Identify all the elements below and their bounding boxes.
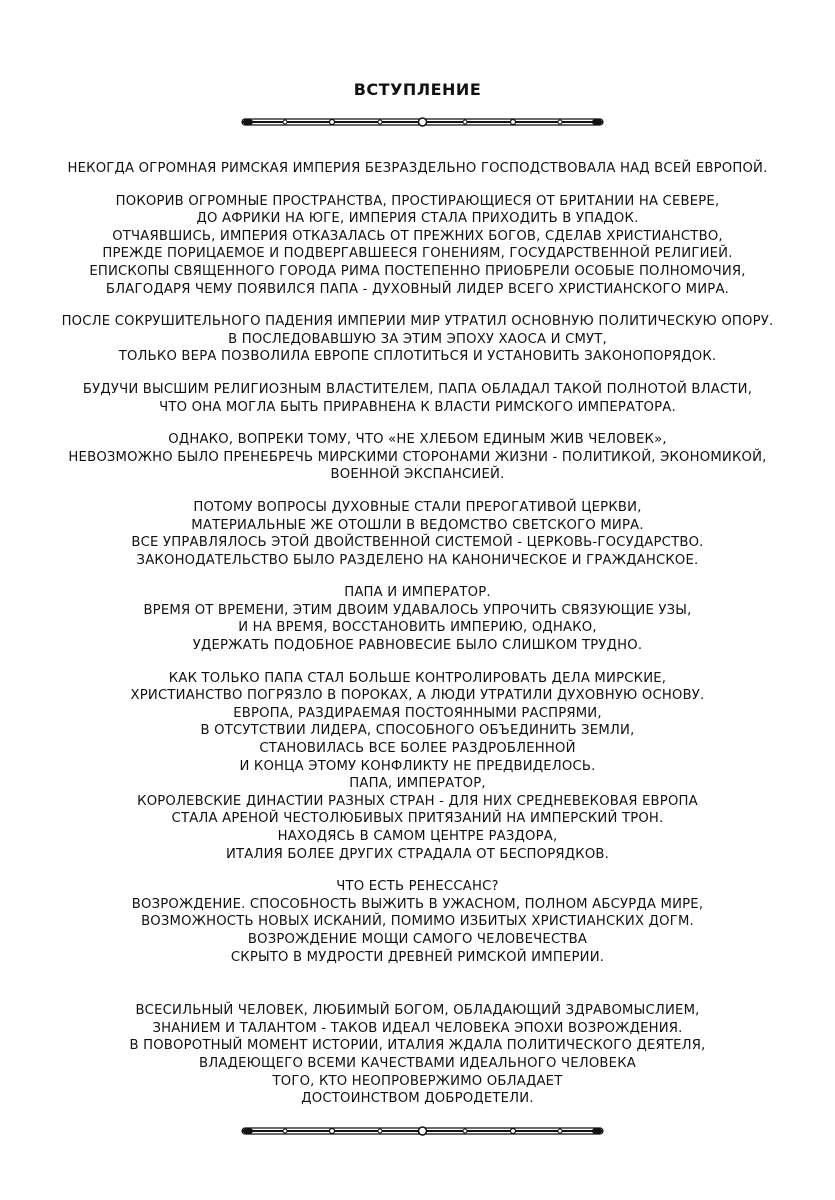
text-line: ВОЗМОЖНОСТЬ НОВЫХ ИСКАНИЙ, ПОМИМО ИЗБИТЫХ ХРИСТИАНСКИХ ДОГМ. [141, 914, 694, 930]
text-line: В ОТСУТСТВИИ ЛИДЕРА, СПОСОБНОГО ОБЪЕДИНИТЬ ЗЕМЛИ, [200, 723, 635, 739]
text-line: МАТЕРИАЛЬНЫЕ ЖЕ ОТОШЛИ В ВЕДОМСТВО СВЕТСКОГО МИРА. [191, 517, 644, 533]
ornamental-divider-top [240, 115, 605, 129]
intro-text-block [20, 160, 815, 1123]
paragraph [20, 670, 815, 864]
text-line: УДЕРЖАТЬ ПОДОБНОЕ РАВНОВЕСИЕ БЫЛО СЛИШКОМ ТРУДНО. [192, 638, 643, 654]
ornament-top-graphic [240, 115, 605, 129]
text-line: ЧТО ОНА МОГЛА БЫТЬ ПРИРАВНЕНА К ВЛАСТИ РИМСКОГО ИМПЕРАТОРА. [159, 399, 676, 415]
text-line: ПОСЛЕ СОКРУШИТЕЛЬНОГО ПАДЕНИЯ ИМПЕРИИ МИР УТРАТИЛ ОСНОВНУЮ ПОЛИТИЧЕСКУЮ ОПОРУ. [61, 314, 774, 330]
text-line: ВОЗРОЖДЕНИЕ. СПОСОБНОСТЬ ВЫЖИТЬ В УЖАСНОМ, ПОЛНОМ АБСУРДА МИРЕ, [131, 896, 704, 912]
text-line: ЗНАНИЕМ И ТАЛАНТОМ - ТАКОВ ИДЕАЛ ЧЕЛОВЕКА ЭПОХИ ВОЗРОЖДЕНИЯ. [152, 1020, 683, 1036]
text-line: СКРЫТО В МУДРОСТИ ДРЕВНЕЙ РИМСКОЙ ИМПЕРИИ. [230, 949, 605, 965]
text-line: ВСЕСИЛЬНЫЙ ЧЕЛОВЕК, ЛЮБИМЫЙ БОГОМ, ОБЛАДАЮЩИЙ ЗДРАВОМЫСЛИЕМ, [135, 1003, 700, 1019]
paragraph [20, 1002, 815, 1108]
text-line: ОТЧАЯВШИСЬ, ИМПЕРИЯ ОТКАЗАЛАСЬ ОТ ПРЕЖНИХ БОГОВ, СДЕЛАВ ХРИСТИАНСТВО, [112, 228, 723, 244]
text-line: ЕПИСКОПЫ СВЯЩЕННОГО ГОРОДА РИМА ПОСТЕПЕННО ПРИОБРЕЛИ ОСОБЫЕ ПОЛНОМОЧИЯ, [89, 263, 746, 279]
text-line: ВОЗРОЖДЕНИЕ МОЩИ САМОГО ЧЕЛОВЕЧЕСТВА [247, 931, 588, 947]
page-title: ВСТУПЛЕНИЕ [353, 80, 482, 99]
text-line: В ПОСЛЕДОВАВШУЮ ЗА ЭТИМ ЭПОХУ ХАОСА И СМУТ, [228, 331, 607, 347]
text-line: СТАЛА АРЕНОЙ ЧЕСТОЛЮБИВЫХ ПРИТЯЗАНИЙ НА ИМПЕРСКИЙ ТРОН. [171, 811, 664, 827]
text-line: СТАНОВИЛАСЬ ВСЕ БОЛЕЕ РАЗДРОБЛЕННОЙ [259, 741, 576, 757]
text-line: ИТАЛИЯ БОЛЕЕ ДРУГИХ СТРАДАЛА ОТ БЕСПОРЯДКОВ. [225, 846, 610, 862]
text-line: БЛАГОДАРЯ ЧЕМУ ПОЯВИЛСЯ ПАПА - ДУХОВНЫЙ ЛИДЕР ВСЕГО ХРИСТИАНСКОГО МИРА. [105, 281, 730, 297]
text-line: НЕКОГДА ОГРОМНАЯ РИМСКАЯ ИМПЕРИЯ БЕЗРАЗДЕЛЬНО ГОСПОДСТВОВАЛА НАД ВСЕЙ ЕВРОПОЙ. [67, 161, 768, 176]
paragraph [20, 431, 815, 484]
text-line: ПРЕЖДЕ ПОРИЦАЕМОЕ И ПОДВЕРГАВШЕЕСЯ ГОНЕНИЯМ, ГОСУДАРСТВЕННОЙ РЕЛИГИЕЙ. [102, 246, 733, 262]
text-line: ВРЕМЯ ОТ ВРЕМЕНИ, ЭТИМ ДВОИМ УДАВАЛОСЬ УПРОЧИТЬ СВЯЗУЮЩИЕ УЗЫ, [143, 602, 692, 618]
text-line: НЕВОЗМОЖНО БЫЛО ПРЕНЕБРЕЧЬ МИРСКИМИ СТОРОНАМИ ЖИЗНИ - ПОЛИТИКОЙ, ЭКОНОМИКОЙ, [68, 449, 767, 465]
text-line: ЧТО ЕСТЬ РЕНЕССАНС? [336, 879, 499, 895]
text-line: ПОКОРИВ ОГРОМНЫЕ ПРОСТРАНСТВА, ПРОСТИРАЮЩИЕСЯ ОТ БРИТАНИИ НА СЕВЕРЕ, [115, 193, 720, 209]
text-line: КОРОЛЕВСКИЕ ДИНАСТИИ РАЗНЫХ СТРАН - ДЛЯ НИХ СРЕДНЕВЕКОВАЯ ЕВРОПА [137, 793, 698, 809]
text-line: ВОЕННОЙ ЭКСПАНСИЕЙ. [330, 467, 505, 483]
paragraph [20, 499, 815, 569]
text-line: ВСЕ УПРАВЛЯЛОСЬ ЭТОЙ ДВОЙСТВЕННОЙ СИСТЕМОЙ - ЦЕРКОВЬ-ГОСУДАРСТВО. [131, 535, 704, 551]
paragraph [20, 313, 815, 366]
text-line: ДОСТОИНСТВОМ ДОБРОДЕТЕЛИ. [301, 1091, 534, 1107]
text-line: ЕВРОПА, РАЗДИРАЕМАЯ ПОСТОЯННЫМИ РАСПРЯМИ, [233, 705, 602, 721]
ornament-bottom-graphic [240, 1124, 605, 1138]
ornamental-divider-bottom [240, 1124, 605, 1138]
paragraph [20, 160, 815, 178]
text-line: ТОЛЬКО ВЕРА ПОЗВОЛИЛА ЕВРОПЕ СПЛОТИТЬСЯ И УСТАНОВИТЬ ЗАКОНОПОРЯДОК. [118, 349, 717, 365]
text-line: ПАПА, ИМПЕРАТОР, [349, 776, 486, 792]
paragraph [20, 878, 815, 966]
text-line: И НА ВРЕМЯ, ВОССТАНОВИТЬ ИМПЕРИЮ, ОДНАКО, [238, 620, 597, 636]
text-line: ЗАКОНОДАТЕЛЬСТВО БЫЛО РАЗДЕЛЕНО НА КАНОНИЧЕСКОЕ И ГРАЖДАНСКОЕ. [136, 552, 699, 568]
text-line: КАК ТОЛЬКО ПАПА СТАЛ БОЛЬШЕ КОНТРОЛИРОВАТЬ ДЕЛА МИРСКИЕ, [168, 670, 667, 686]
text-line: ПАПА И ИМПЕРАТОР. [344, 585, 491, 601]
paragraph [20, 193, 815, 299]
text-line: ВЛАДЕЮЩЕГО ВСЕМИ КАЧЕСТВАМИ ИДЕАЛЬНОГО ЧЕЛОВЕКА [198, 1055, 636, 1071]
text-line: ДО АФРИКИ НА ЮГЕ, ИМПЕРИЯ СТАЛА ПРИХОДИТЬ В УПАДОК. [196, 211, 639, 227]
text-line: НАХОДЯСЬ В САМОМ ЦЕНТРЕ РАЗДОРА, [277, 829, 558, 844]
paragraph [20, 381, 815, 416]
text-line: ПОТОМУ ВОПРОСЫ ДУХОВНЫЕ СТАЛИ ПРЕРОГАТИВОЙ ЦЕРКВИ, [193, 499, 642, 515]
text-line: ТОГО, КТО НЕОПРОВЕРЖИМО ОБЛАДАЕТ [272, 1073, 563, 1089]
text-line: В ПОВОРОТНЫЙ МОМЕНТ ИСТОРИИ, ИТАЛИЯ ЖДАЛА ПОЛИТИЧЕСКОГО ДЕЯТЕЛЯ, [129, 1038, 706, 1054]
text-line: И КОНЦА ЭТОМУ КОНФЛИКТУ НЕ ПРЕДВИДЕЛОСЬ. [239, 758, 596, 774]
paragraph [20, 584, 815, 654]
text-line: БУДУЧИ ВЫСШИМ РЕЛИГИОЗНЫМ ВЛАСТИТЕЛЕМ, ПАПА ОБЛАДАЛ ТАКОЙ ПОЛНОТОЙ ВЛАСТИ, [82, 381, 753, 397]
text-line: ОДНАКО, ВОПРЕКИ ТОМУ, ЧТО «НЕ ХЛЕБОМ ЕДИНЫМ ЖИВ ЧЕЛОВЕК», [168, 432, 667, 448]
text-line: ХРИСТИАНСТВО ПОГРЯЗЛО В ПОРОКАХ, А ЛЮДИ УТРАТИЛИ ДУХОВНУЮ ОСНОВУ. [130, 688, 705, 704]
